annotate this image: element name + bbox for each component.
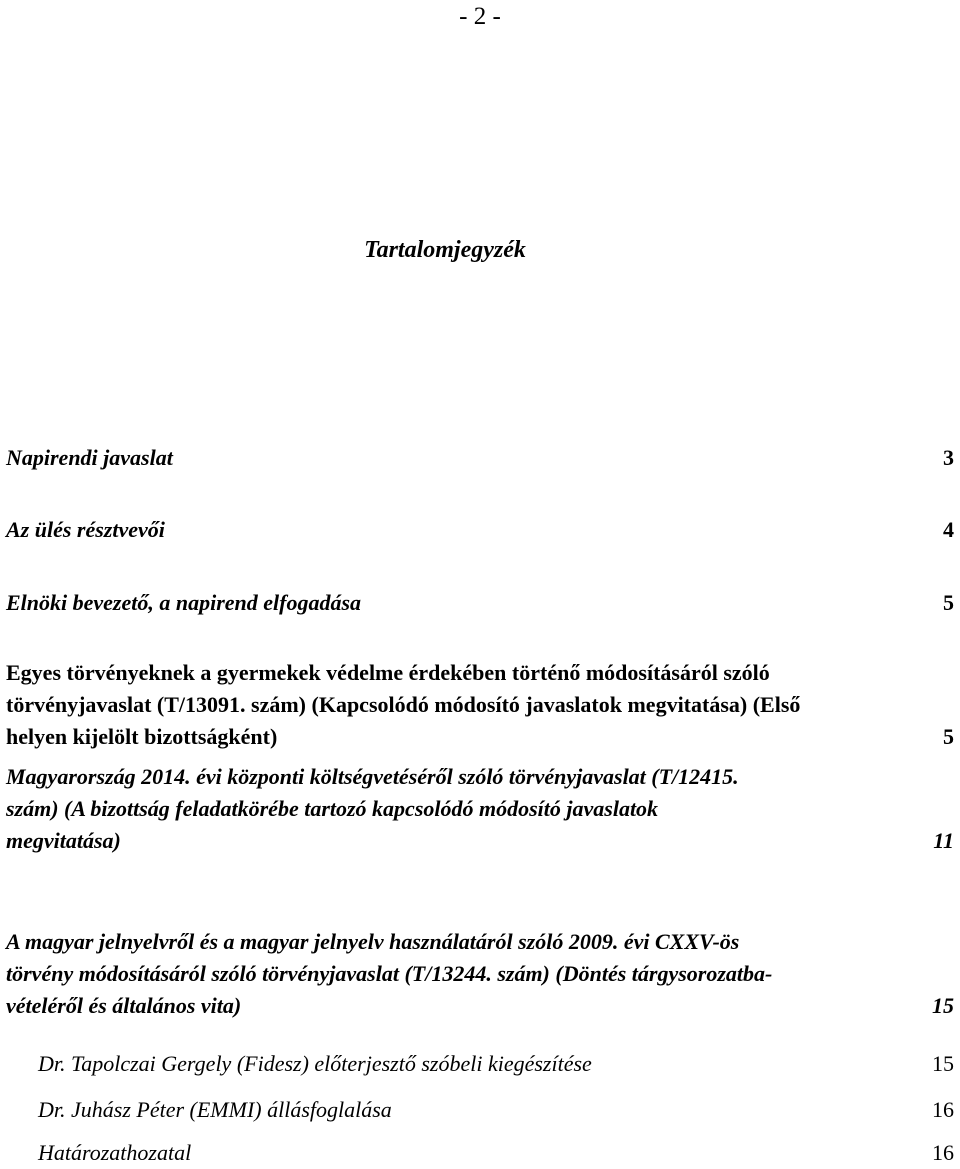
toc-entry-title-line: vételéről és általános vita) [6,993,242,1018]
toc-entry-napirendi-javaslat[interactable] [6,442,954,474]
toc-entry-page: 16 [932,1097,954,1122]
toc-entry-hatarozathozatal[interactable] [38,1137,954,1169]
toc-entry-page: 16 [932,1140,954,1165]
toc-entry-resztvevok[interactable] [6,514,954,546]
toc-entry-title-line: szám) (A bizottság feladatkörébe tartozó kapcsolódó módosító javaslatok [6,796,659,821]
toc-entry-page: 11 [933,828,954,853]
toc-entry-title-line: A magyar jelnyelvről és a magyar jelnyelv használatáról szóló 2009. évi CXXV-ös [6,929,740,954]
toc-entry-title-line: Magyarország 2014. évi központi költségvetéséről szóló törvényjavaslat (T/12415. [6,764,739,789]
toc-entry-page: 3 [943,445,954,470]
page-number: - 2 - [459,3,501,30]
toc-entry-title [6,657,954,753]
toc-entry-title: Dr. Juhász Péter (EMMI) állásfoglalása [38,1097,392,1122]
toc-entry-title: Dr. Tapolczai Gergely (Fidesz) előterjesztő szóbeli kiegészítése [38,1051,592,1076]
toc-entry-tapolczai-kiegeszites[interactable] [38,1048,954,1080]
toc-entry-title [6,761,954,857]
toc-entry-page: 5 [943,590,954,615]
toc-entry-title: Napirendi javaslat [6,445,173,470]
toc-entry-title-line: megvitatása) [6,828,121,853]
toc-entry-title-line: Egyes törvényeknek a gyermekek védelme érdekében történő módosításáról szóló [6,660,770,685]
toc-entry-page: 15 [932,993,954,1018]
toc-entry-elnoki-bevezeto[interactable] [6,587,954,619]
toc-entry-page: 15 [932,1051,954,1076]
toc-entry-koltsegvetes-torvenyjavaslat[interactable] [6,761,954,857]
toc-entry-title: Határozathozatal [38,1140,192,1165]
toc-entry-title-line: helyen kijelölt bizottságként) [6,724,278,749]
toc-entry-juhasz-allasfoglalas[interactable] [38,1094,954,1126]
toc-entry-title-line: törvényjavaslat (T/13091. szám) (Kapcsolódó módosító javaslatok megvitatása) (Első [6,692,801,717]
toc-entry-jelnyelv-torvenyjavaslat[interactable] [6,926,954,1022]
toc-title: Tartalomjegyzék [364,237,526,263]
toc-entry-title [6,926,954,1022]
toc-entry-page: 5 [943,724,954,749]
toc-entry-title: Az ülés résztvevői [6,517,165,542]
toc-entry-gyermekvedelem-torvenyjavaslat[interactable] [6,657,954,753]
toc-entry-title: Elnöki bevezető, a napirend elfogadása [6,590,362,615]
toc-entry-page: 4 [943,517,954,542]
toc-entry-title-line: törvény módosításáról szóló törvényjavaslat (T/13244. szám) (Döntés tárgysorozatba- [6,961,773,986]
